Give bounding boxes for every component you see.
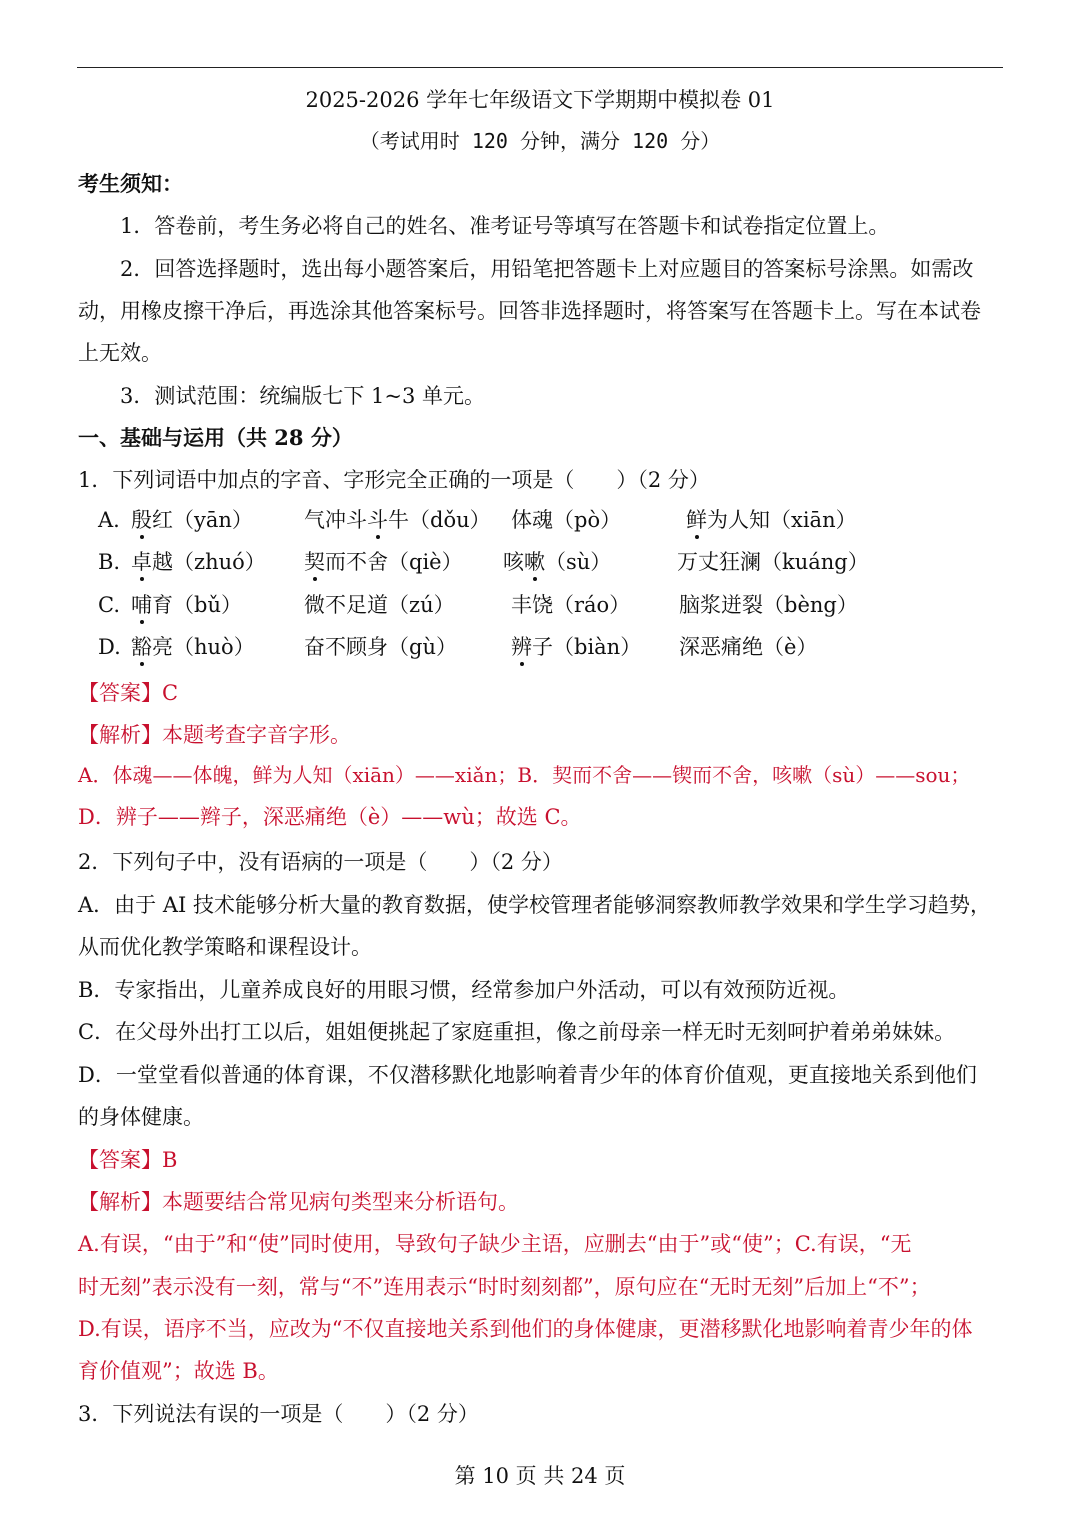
option-b-word-3: 咳嗽（sù） bbox=[503, 550, 612, 574]
question-2-option-a-line-2: 从而优化教学策略和课程设计。 bbox=[78, 935, 372, 959]
option-c-word-1: 哺育（bǔ） bbox=[131, 593, 242, 617]
question-1-analysis: 【解析】本题考查字音字形。 bbox=[78, 723, 351, 747]
question-1-detail-line-2: D．辨子——辫子，深恶痛绝（è）——wù；故选 C。 bbox=[78, 805, 582, 829]
section-heading: 一、基础与运用（共 28 分） bbox=[78, 425, 353, 450]
option-d-word-2: 奋不顾身（gù） bbox=[304, 635, 457, 659]
option-a-word-2: 气冲斗斗牛（dǒu） bbox=[304, 508, 491, 532]
option-d-label: D. bbox=[98, 635, 121, 659]
notice-item-2-line-3: 上无效。 bbox=[78, 341, 162, 365]
question-2-detail-line-4: 育价值观”；故选 B。 bbox=[78, 1359, 279, 1383]
question-2-answer: 【答案】B bbox=[78, 1148, 178, 1172]
notice-item-2-line-2: 动，用橡皮擦干净后，再选涂其他答案标号。回答非选择题时，将答案写在答题卡上。写在本试卷 bbox=[78, 299, 981, 323]
question-2-detail-line-1: A.有误，“由于”和“使”同时使用，导致句子缺少主语，应删去“由于”或“使”；C.有误，“无 bbox=[78, 1232, 912, 1256]
option-a-word-3: 体魂（pò） bbox=[511, 508, 622, 532]
question-1-stem: 1．下列词语中加点的字音、字形完全正确的一项是（ ）（2 分） bbox=[78, 468, 710, 492]
option-c-word-4: 脑浆迸裂（bèng） bbox=[679, 593, 858, 617]
page-number: 第 10 页 共 24 页 bbox=[454, 1464, 626, 1488]
option-a-word-1: 殷红（yān） bbox=[131, 508, 253, 532]
notice-item-3: 3．测试范围：统编版七下 1~3 单元。 bbox=[120, 384, 486, 408]
option-a-word-4: 鲜为人知（xiān） bbox=[686, 508, 857, 532]
question-2-detail-line-3: D.有误，语序不当，应改为“不仅直接地关系到他们的身体健康，更潜移默化地影响着青少年的体 bbox=[78, 1317, 973, 1341]
option-c-word-2: 微不足道（zú） bbox=[304, 593, 455, 617]
option-c-label: C. bbox=[98, 593, 120, 617]
option-d-word-4: 深恶痛绝（è） bbox=[679, 635, 818, 659]
question-2-option-c: C．在父母外出打工以后，姐姐便挑起了家庭重担，像之前母亲一样无时无刻呵护着弟弟妹妹。 bbox=[78, 1020, 956, 1044]
option-b-word-1: 卓越（zhuó） bbox=[131, 550, 266, 574]
question-1-answer: 【答案】C bbox=[78, 681, 179, 705]
question-3-stem: 3．下列说法有误的一项是（ ）（2 分） bbox=[78, 1402, 479, 1426]
option-b-label: B. bbox=[98, 550, 121, 574]
option-a-label: A. bbox=[98, 508, 120, 532]
question-2-detail-line-2: 时无刻”表示没有一刻，常与“不”连用表示“时时刻刻都”，原句应在“无时无刻”后加上“不”； bbox=[78, 1275, 931, 1299]
question-2-option-d-line-2: 的身体健康。 bbox=[78, 1105, 204, 1129]
question-2-analysis: 【解析】本题要结合常见病句类型来分析语句。 bbox=[78, 1190, 519, 1214]
question-2-option-a-line-1: A．由于 AI 技术能够分析大量的教育数据，使学校管理者能够洞察教师教学效果和学生学习趋势， bbox=[78, 893, 991, 917]
question-2-option-b: B．专家指出，儿童养成良好的用眼习惯，经常参加户外活动，可以有效预防近视。 bbox=[78, 978, 850, 1002]
exam-subtitle: （考试用时 120 分钟，满分 120 分） bbox=[359, 129, 721, 153]
notice-item-2-line-1: 2．回答选择题时，选出每小题答案后，用铅笔把答题卡上对应题目的答案标号涂黑。如需改 bbox=[120, 257, 974, 281]
header-rule bbox=[77, 67, 1003, 68]
option-b-word-4: 万丈狂澜（kuáng） bbox=[677, 550, 869, 574]
question-1-detail-line-1: A．体魂——体魄，鲜为人知（xiān）——xiǎn；B．契而不舍——锲而不舍，咳嗽（sù）——sou； bbox=[78, 763, 971, 787]
question-2-stem: 2．下列句子中，没有语病的一项是（ ）（2 分） bbox=[78, 850, 563, 874]
option-c-word-3: 丰饶（ráo） bbox=[511, 593, 631, 617]
option-d-word-1: 豁亮（huò） bbox=[131, 635, 255, 659]
option-b-word-2: 契而不舍（qiè） bbox=[304, 550, 463, 574]
option-d-word-3: 辨子（biàn） bbox=[511, 635, 642, 659]
notice-item-1: 1．答卷前，考生务必将自己的姓名、准考证号等填写在答题卡和试卷指定位置上。 bbox=[120, 214, 890, 238]
exam-title: 2025-2026 学年七年级语文下学期期中模拟卷 01 bbox=[305, 88, 775, 112]
question-2-option-d-line-1: D．一堂堂看似普通的体育课，不仅潜移默化地影响着青少年的体育价值观，更直接地关系到他们 bbox=[78, 1063, 977, 1087]
notice-heading: 考生须知： bbox=[78, 171, 183, 196]
